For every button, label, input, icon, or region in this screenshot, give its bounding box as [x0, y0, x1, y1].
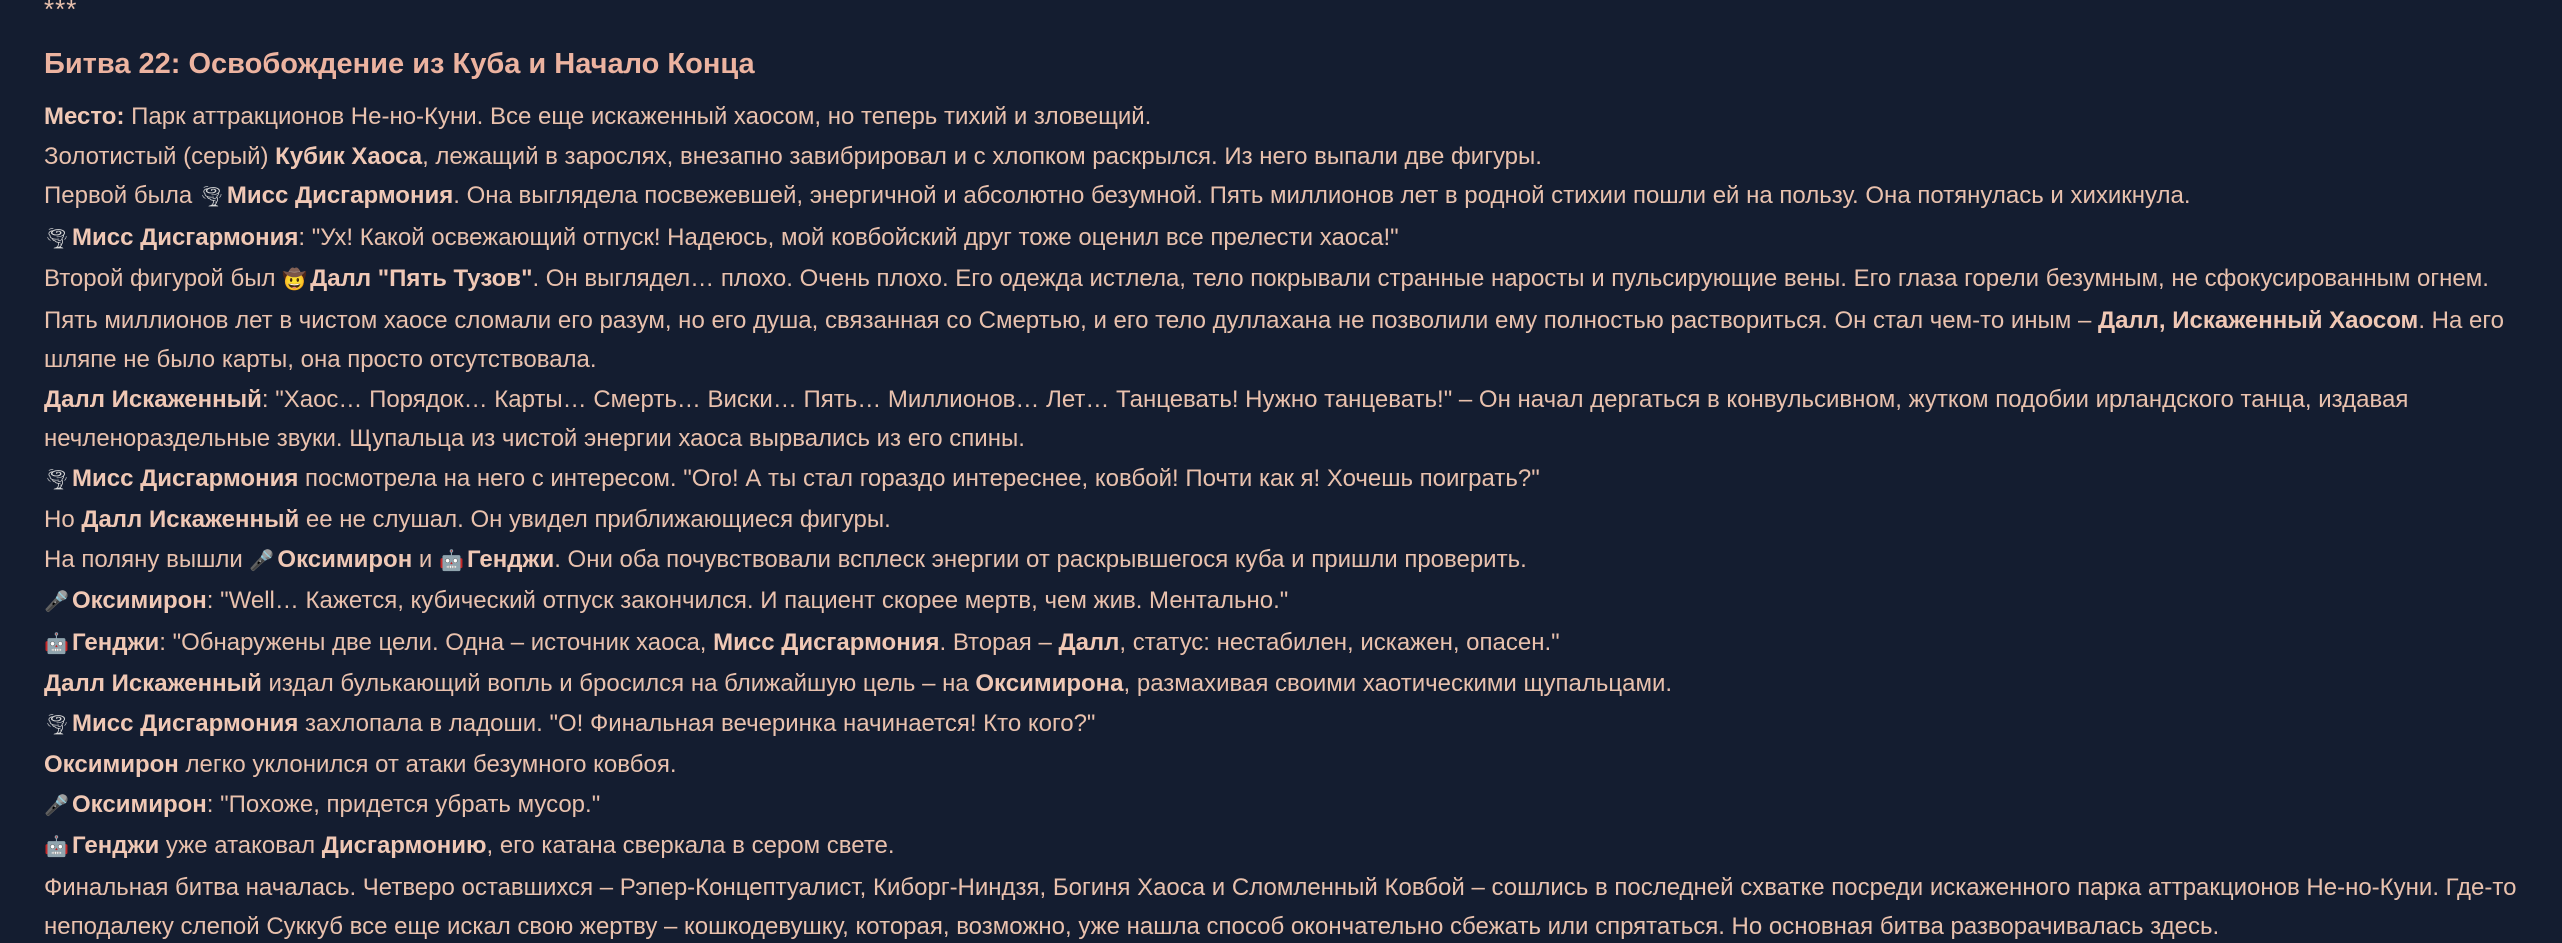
bold-name: Далл Искаженный [44, 385, 262, 413]
paragraph-location: Место: Парк аттракционов Не-но-Куни. Все еще искаженный хаосом, но теперь тихий и зловещий. [44, 103, 1152, 130]
paragraph-oxxxymiron-speech: 🎤 Оксимирон: "Well… Кажется, кубический отпуск закончился. И пациент скорее мертв, чем жив. Ментально." [44, 581, 2522, 623]
bold-name: Оксимирон [72, 587, 207, 614]
bold-name: Оксимирон [277, 545, 413, 573]
bold-name: Оксимирон [44, 751, 179, 778]
bold-name: Далл Искаженный [81, 506, 300, 533]
mic-icon: 🎤 [249, 549, 275, 572]
bold-name: Мисс Дисгармония [72, 464, 299, 492]
paragraph-final-battle: Финальная битва началась. Четверо оставшихся – Рэпер-Концептуалист, Киборг-Ниндзя, Богиня Хаоса и Сломленный Ковбой – сошлись в последней схватке посреди искаженного парка аттракционов Не-но-Куни. Где-то неподалеку слепой Суккуб все еще искал свою жертву – кошкодевушку, которая, возможно, уже нашла способ окончательно сбежать или спрятаться. Но основная битва разворачивалась здесь. [44, 873, 2517, 940]
bold-name: Далл Искаженный [44, 670, 262, 697]
section-separator: *** [44, 0, 78, 24]
bold-name: Мисс Дисгармония [226, 182, 454, 209]
tornado-icon: 🌪 [44, 713, 70, 736]
mic-icon: 🎤 [44, 591, 69, 613]
paragraph-genji-attacks: 🤖 Генджи уже атаковал Дисгармонию, его катана сверкала в сером свете. [44, 826, 2522, 868]
paragraph-dall-ignores: Но Далл Искаженный ее не слушал. Он увидел приближающиеся фигуры. [44, 506, 891, 533]
bold-name: Далл "Пять Тузов" [310, 265, 533, 292]
paragraph-disharmony-claps: 🌪 Мисс Дисгармония захлопала в ладоши. "О! Финальная вечеринка начинается! Кто кого?" [44, 704, 2522, 746]
bold-name: Далл, Искаженный Хаосом [2097, 306, 2419, 334]
tornado-icon: 🌪 [44, 468, 70, 491]
bold-name: Генджи [466, 545, 555, 573]
robot-icon: 🤖 [44, 836, 69, 858]
mic-icon: 🎤 [44, 794, 69, 817]
bold-name: Мисс Дисгармония [72, 223, 299, 251]
robot-icon: 🤖 [44, 632, 69, 655]
cowboy-icon: 🤠 [282, 269, 308, 291]
paragraph-oxxxymiron-dodges: Оксимирон легко уклонился от атаки безумного ковбоя. [44, 751, 677, 778]
paragraph-disharmony-speech: 🌪 Мисс Дисгармония: "Ух! Какой освежающий отпуск! Надеюсь, мой ковбойский друг тоже оценил все прелести хаоса!" [44, 218, 2522, 260]
bold-name: Генджи [72, 832, 160, 859]
bold-name: Дисгармонию [321, 832, 487, 859]
bold-name: Оксимирона [975, 670, 1124, 697]
bold-name: Оксимирон [72, 790, 207, 818]
paragraph-dall-attacks: Далл Искаженный издал булькающий вопль и бросился на ближайшую цель – на Оксимирона, размахивая своими хаотическими щупальцами. [44, 670, 1673, 697]
bold-name: Генджи [72, 628, 160, 656]
paragraph-second-figure: Второй фигурой был 🤠 Далл "Пять Тузов". Он выглядел… плохо. Очень плохо. Его одежда истлела, тело покрывали странные наросты и пульсирующие вены. Его глаза горели безумным, не сфокусированным огнем. Пять миллионов лет в чистом хаосе сломали его разум, но его душа, связанная со Смертью, и его тело дуллахана не позволили ему полностью раствориться. Он стал чем-то иным – Далл, Искаженный Хаосом. На его шляпе не было карты, она просто отсутствовала. [44, 259, 2522, 380]
paragraph-arrivals: На поляну вышли 🎤 Оксимирон и 🤖 Генджи. Они оба почувствовали всплеск энергии от раскрывшегося куба и пришли проверить. [44, 540, 2522, 582]
paragraph-dall-speech: Далл Искаженный: "Хаос… Порядок… Карты… Смерть… Виски… Пять… Миллионов… Лет… Танцевать! Нужно танцевать!" – Он начал дергаться в конвульсивном, жутком подобии ирландского танца, издавая нечленораздельные звуки. Щупальца из чистой энергии хаоса вырвались из его спины. [44, 385, 2409, 452]
bold-name: Мисс Дисгармония [72, 709, 299, 737]
paragraph-oxxxymiron-speech-2: 🎤 Оксимирон: "Похоже, придется убрать мусор." [44, 785, 2522, 827]
tornado-icon: 🌪 [198, 186, 225, 208]
robot-icon: 🤖 [438, 549, 464, 572]
paragraph-cube: Золотистый (серый) Кубик Хаоса, лежащий в зарослях, внезапно завибрировал и с хлопком раскрылся. Из него выпали две фигуры. [44, 142, 1542, 170]
battle-title: Битва 22: Освобождение из Куба и Начало Конца [44, 48, 755, 80]
paragraph-genji-speech: 🤖 Генджи: "Обнаружены две цели. Одна – источник хаоса, Мисс Дисгармония. Вторая – Далл, статус: нестабилен, искажен, опасен." [44, 623, 2522, 665]
tornado-icon: 🌪 [44, 227, 70, 250]
bold-name: Далл [1058, 628, 1120, 656]
paragraph-first-figure: Первой была 🌪 Мисс Дисгармония. Она выглядела посвежевшей, энергичной и абсолютно безумной. Пять миллионов лет в родной стихии пошли ей на пользу. Она потянулась и хихикнула. [44, 176, 2522, 218]
bold-name: Кубик Хаоса [275, 142, 423, 170]
bold-name: Мисс Дисгармония [713, 628, 940, 656]
paragraph-disharmony-interest: 🌪 Мисс Дисгармония посмотрела на него с интересом. "Ого! А ты стал гораздо интереснее, ковбой! Почти как я! Хочешь поиграть?" [44, 459, 2522, 501]
bold-label: Место: [44, 103, 125, 130]
battle-text [44, 97, 2522, 943]
